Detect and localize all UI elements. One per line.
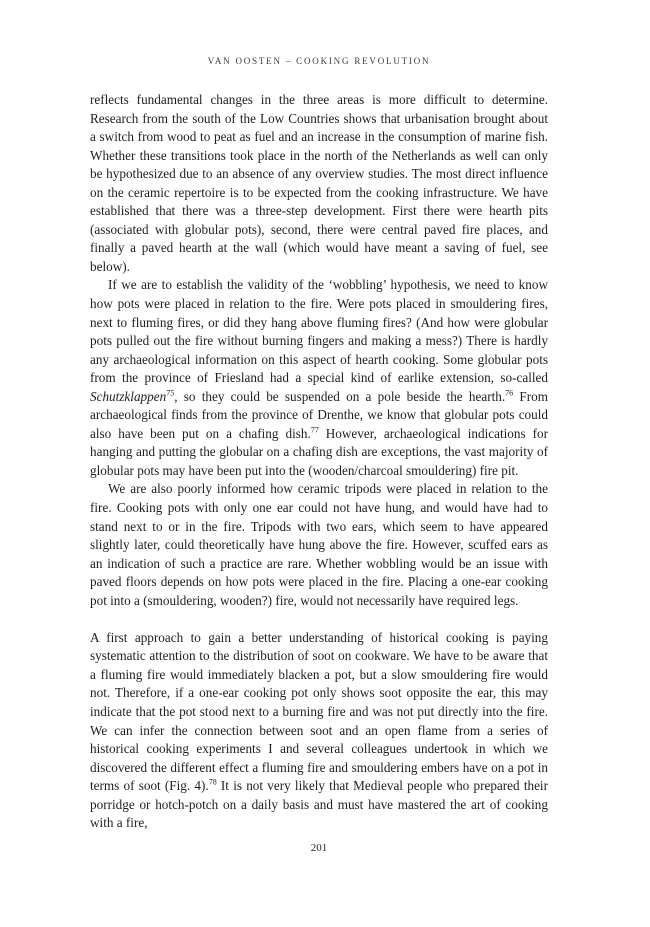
footnote-ref-77[interactable]: 77 <box>310 425 319 435</box>
paragraph-2 <box>90 276 548 480</box>
paragraph-4-text-a: A first approach to gain a better understanding of historical cooking is paying systematic attention to the distribution of soot on cookware. We have to be aware that a fluming fire would immediately blacken a pot, but a slow smouldering fire would not. Therefore, if a one-ear cooking pot only shows soot opposite the ear, this may indicate that the pot stood next to a burning fire and was not put directly into the fire. We can infer the connection between soot and an open flame from a series of historical cooking experiments I and several colleagues undertook in which we discovered the different effect a fluming fire and smouldering embers have on a pot in terms of soot (Fig. 4). <box>90 629 548 794</box>
schutzklappen-term: Schutzklappen <box>90 388 167 404</box>
paragraph-2-text-d: However, archaeological indications for hanging and putting the globular on a chafing dish are exceptions, the vast majority of globular pots may have been put into the (wooden/charcoal smouldering) fire pit. <box>90 425 548 478</box>
page-number: 201 <box>310 842 328 854</box>
paragraph-4-text-b: It is not very likely that Medieval people who prepared their porridge or hotch-potch on a daily basis and must have mastered the art of cooking with a fire, <box>90 778 548 831</box>
paragraph-2-text-c: From archaeological finds from the province of Drenthe, we know that globular pots could also have been put on a chafing dish. <box>90 388 549 441</box>
paragraph-2-text-a: If we are to establish the validity of the ‘wobbling’ hypothesis, we need to know how pots were placed in relation to the fire. Were pots placed in smouldering fires, next to fluming fires, or did they hang above fluming fires? (And how were globular pots pulled out the fire without burning fingers and making a mess?) There is hardly any archaeological information on this aspect of hearth cooking. Some globular pots from the province of Friesland had a special kind of earlike extension, so-called <box>90 277 548 386</box>
footnote-ref-76[interactable]: 76 <box>505 388 514 398</box>
footnote-ref-75[interactable]: 75 <box>166 388 175 398</box>
paragraph-1: reflects fundamental changes in the three areas is more difficult to determine. Research from the south of the Low Countries shows that urbanisation brought about a switch from wood to peat as fuel and an increase in the consumption of marine fish. Whether these transitions took place in the north of the Netherlands as well can only be hypothesized due to an absence of any overview studies. The most direct influence on the ceramic repertoire is to be expected from the cooking infrastructure. We have established that there was a three-step development. First there were hearth pits (associated with globular pots), second, there were central paved fire places, and finally a paved hearth at the wall (which would have meant a saving of fuel, see below). <box>90 92 548 274</box>
paragraph-2-text-b: , so they could be suspended on a pole beside the hearth. <box>174 388 506 404</box>
paragraph-4 <box>90 629 548 833</box>
running-head: VAN OOSTEN – COOKING REVOLUTION <box>207 56 431 66</box>
body-text <box>90 91 548 833</box>
paragraph-3: We are also poorly informed how ceramic tripods were placed in relation to the fire. Cooking pots with only one ear could not have hung, and would have had to stand next to or in the fire. Tripods with two ears, which seem to have appeared slightly later, could theoretically have hung above the fire. However, scuffed ears as an indication of such a practice are rare. Whether wobbling would be an issue with paved floors depends on how pots were placed in the fire. Placing a one-ear cooking pot into a (smouldering, wooden?) fire, would not necessarily have required legs. <box>90 481 548 608</box>
footnote-ref-78[interactable]: 78 <box>208 777 217 787</box>
